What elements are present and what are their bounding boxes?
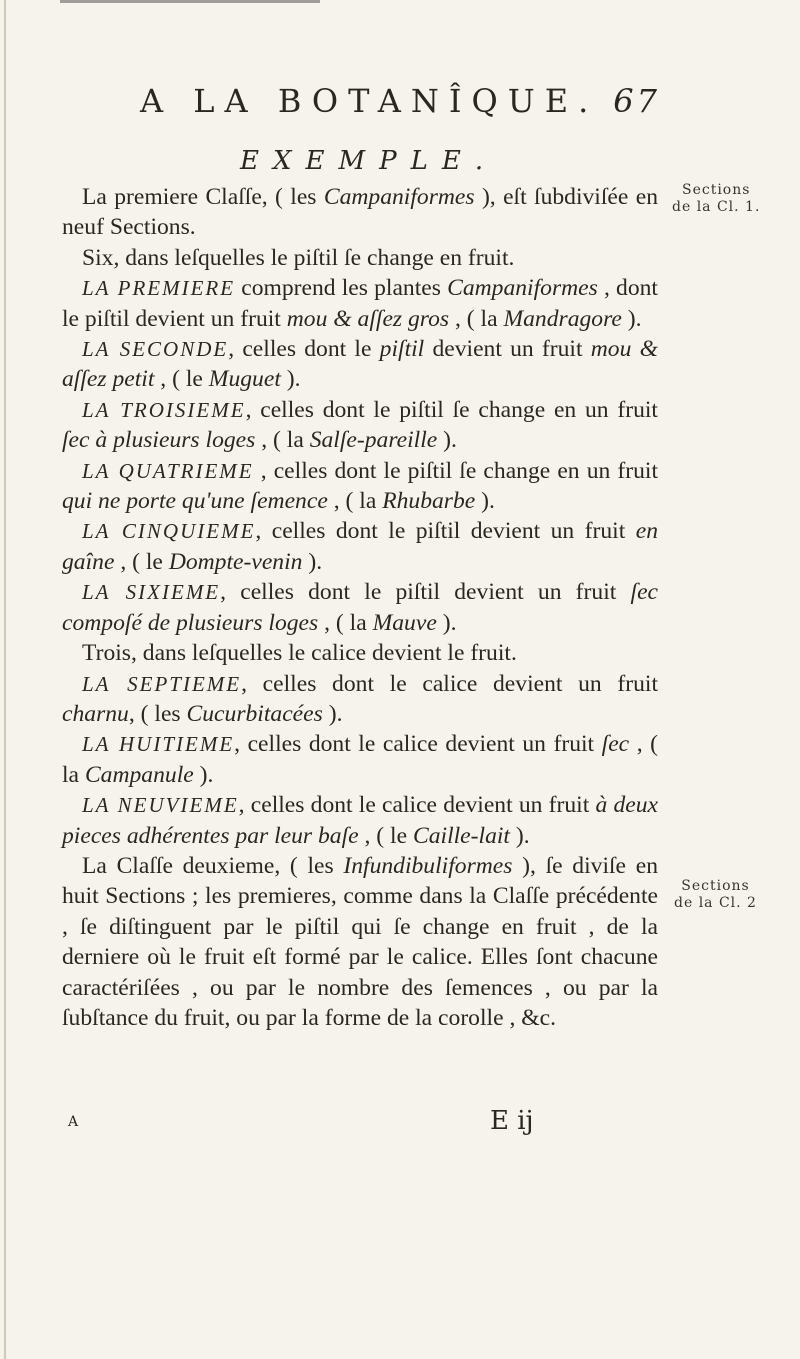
running-title: A LA BOTANÎQUE. [140, 82, 599, 120]
section-4: LA QUATRIEME , celles dont le piſtil ſe change en un fruit qui ne porte qu'une ſemence , ( la Rhubarbe ). [62, 457, 658, 515]
body-text [62, 182, 658, 1033]
section-6: LA SIXIEME, celles dont le piſtil devient un fruit ſec compoſé de plusieurs loges , ( la Mauve ). [62, 579, 659, 636]
margin-note-sections-class-2 [674, 878, 757, 912]
paragraph-six: Six, dans leſquelles le piſtil ſe change en fruit. [82, 244, 515, 271]
paragraph-three: Trois, dans leſquelles le calice devient le fruit. [82, 640, 517, 667]
section-1: LA PREMIERE comprend les plantes Campaniformes , dont le piſtil devient un fruit mou & aſſez gros , ( la Mandragore ). [62, 275, 658, 332]
margin-note-line: de la Cl. 2 [674, 895, 757, 911]
section-7: LA SEPTIEME, celles dont le calice devient un fruit charnu, ( les Cucurbitacées ). [62, 670, 658, 727]
margin-note-line: Sections [681, 182, 751, 198]
gutter-edge [4, 0, 6, 1359]
margin-note-line: Sections [681, 878, 750, 894]
signature-e-ij: E ij [490, 1106, 534, 1136]
page-number: 67 [613, 82, 660, 120]
paragraph-class-one: La premiere Claſſe, ( les Campaniformes ), eſt ſubdiviſée en neuf Sections. [62, 184, 658, 241]
section-8: LA HUITIEME, celles dont le calice devient un fruit ſec , ( la Campanule ). [62, 731, 658, 788]
signature-mark: A [68, 1114, 79, 1130]
section-2: LA SECONDE, celles dont le piſtil devient un fruit mou & aſſez petit , ( le Muguet ). [62, 336, 658, 393]
margin-note-sections-class-1 [672, 182, 760, 216]
example-heading: EXEMPLE. [240, 146, 498, 176]
margin-note-line: de la Cl. 1. [672, 199, 761, 215]
section-9: LA NEUVIEME, celles dont le calice devient un fruit à deux pieces adhérentes par leur baſe , ( le Caille-lait ). [62, 792, 658, 849]
page-edge-rule [60, 0, 320, 3]
section-5: LA CINQUIEME, celles dont le piſtil devient un fruit en gaîne , ( le Dompte-venin ). [62, 518, 659, 575]
paragraph-class-two: La Claſſe deuxieme, ( les Infundibuliformes ), ſe diviſe en huit Sections ; les premieres, comme dans la Claſſe précédente , ſe diſtinguent par le piſtil qui ſe change en fruit , de la derniere où le fruit eſt formé par le calice. Elles ſont chacune caractériſées , ou par le nombre des ſemences , ou par la ſubſtance du fruit, ou par la forme de la corolle , &c. [62, 852, 658, 1031]
running-header [140, 82, 660, 120]
section-3: LA TROISIEME, celles dont le piſtil ſe change en un fruit ſec à plusieurs loges , ( la Salſe-pareille ). [62, 396, 658, 454]
